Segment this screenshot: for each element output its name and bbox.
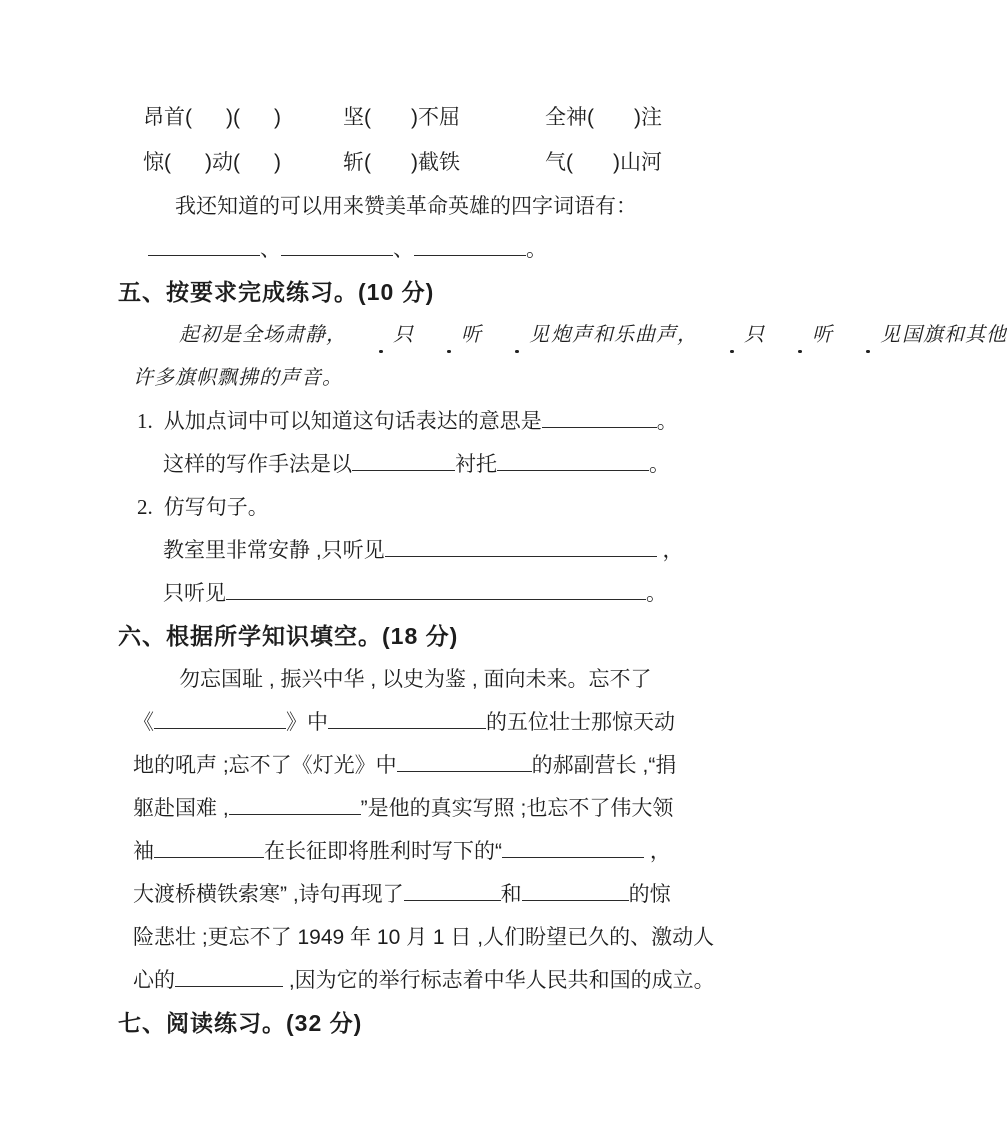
section-6-heading (118, 615, 757, 658)
word-row-1-text-4: ) (274, 106, 281, 129)
section-6-line-7-text-0: 险悲壮 ;更忘不了 1949 年 10 月 1 日 ,人们盼望已久的、激动人 (133, 926, 715, 949)
fill-in-blank (154, 728, 286, 729)
word-completion-item (545, 140, 662, 185)
question-1 (137, 400, 757, 443)
section-5-heading-text-0: 五、按要求完成练习。(10 分) (118, 279, 435, 305)
fill-in-blank (226, 599, 646, 600)
prompt-more-words (133, 185, 757, 228)
fill-in-blank (502, 857, 644, 858)
prompt-more-words-text-0: 我还知道的可以用来赞美革命英雄的四字词语有： (175, 195, 637, 218)
word-row-1-text-0: 昂首( (143, 106, 192, 129)
emphasized-char: 听 (415, 325, 483, 346)
word-row-2 (118, 140, 757, 185)
emphasized-char: 只 (698, 325, 766, 346)
word-completion-item (343, 95, 460, 140)
quoted-passage-line-2 (133, 357, 757, 400)
question-2 (137, 486, 757, 529)
word-row-2-text-2: )山河 (613, 151, 662, 174)
word-row-2-text-0: 斩( (343, 151, 371, 174)
word-completion-item (545, 95, 662, 140)
answer-blanks-line-text-5: 。 (526, 238, 547, 261)
word-row-1-text-2: )不屈 (411, 106, 460, 129)
word-row-2-text-0: 惊( (143, 151, 171, 174)
section-6-line-2-text-4: 的五位壮士那惊天动 (486, 711, 675, 734)
word-row-1-text-2: )注 (634, 106, 662, 129)
word-row-2-text-2: )动( (205, 151, 240, 174)
document-root (118, 95, 1007, 1045)
word-row-1-text-2: )( (226, 106, 240, 129)
section-7-heading (118, 1002, 757, 1045)
section-6-line-6-text-4: 的惊 (628, 883, 671, 906)
question-1-text-3: 。 (656, 410, 678, 433)
word-row-2-text-0: 气( (545, 151, 573, 174)
section-6-line-1 (133, 658, 757, 701)
answer-blanks-line (133, 228, 757, 271)
quoted-passage-line-1-text-2: 炮声和乐曲声， (551, 324, 698, 346)
section-6-line-5 (133, 830, 757, 873)
question-2-line-1-text-0: 教室里非常安静 ,只听见 (163, 539, 385, 562)
emphasis-dotted-text (347, 324, 551, 346)
section-6-line-5-text-2: 在长征即将胜利时写下的“ (264, 840, 502, 863)
item-number: 1. (137, 409, 153, 433)
section-6-line-4-text-2: ”是他的真实写照 ;也忘不了伟大领 (360, 797, 674, 820)
section-6-line-8 (133, 959, 757, 1002)
fill-in-blank (229, 814, 361, 815)
quoted-passage-line-2-text-0: 许多旗帜飘拂的声音。 (133, 367, 343, 389)
section-6-heading-text-0: 六、根据所学知识填空。(18 分) (118, 623, 459, 649)
question-2-line-2 (163, 572, 757, 615)
fill-in-blank (352, 470, 455, 471)
answer-blanks-line-text-3: 、 (393, 238, 414, 261)
section-7-heading-text-0: 七、阅读练习。(32 分) (118, 1010, 363, 1036)
fill-in-blank (148, 255, 260, 256)
word-row-1-text-0: 全神( (545, 106, 594, 129)
section-6-line-4 (133, 787, 757, 830)
question-2-line-2-text-2: 。 (646, 582, 667, 605)
question-2-line-1-text-2: ， (656, 539, 684, 562)
section-5-heading (118, 271, 757, 314)
question-2-text-1: 仿写句子。 (163, 496, 269, 519)
question-1-cont (163, 443, 757, 486)
word-completion-item (343, 140, 460, 185)
fill-in-blank (414, 255, 526, 256)
fill-in-blank (542, 427, 657, 428)
word-row-2-text-4: ) (274, 151, 281, 174)
quoted-passage-line-1 (133, 314, 1007, 357)
fill-in-blank (154, 857, 264, 858)
word-row-2-text-2: )截铁 (411, 151, 460, 174)
section-6-line-3 (133, 744, 757, 787)
question-1-cont-text-2: 衬托 (455, 453, 497, 476)
section-6-line-6-text-0: 大渡桥横铁索寒” ,诗句再现了 (133, 883, 404, 906)
section-6-line-7 (133, 916, 757, 959)
fill-in-blank (404, 900, 501, 901)
word-completion-item (143, 95, 281, 140)
fill-in-blank (397, 771, 532, 772)
section-6-line-6 (133, 873, 757, 916)
section-6-line-4-text-0: 躯赴国难 , (133, 797, 229, 820)
emphasized-char: 见 (483, 325, 551, 346)
section-6-line-8-text-0: 心的 (133, 969, 175, 992)
fill-in-blank (175, 986, 283, 987)
section-6-line-5-text-0: 袖 (133, 840, 154, 863)
emphasized-char: 见 (834, 325, 902, 346)
section-6-line-2-text-2: 》中 (286, 711, 328, 734)
section-6-line-2 (133, 701, 757, 744)
fill-in-blank (281, 255, 393, 256)
fill-in-blank (522, 900, 629, 901)
question-1-text-1: 从加点词中可以知道这句话表达的意思是 (163, 410, 542, 433)
question-1-cont-text-0: 这样的写作手法是以 (163, 453, 352, 476)
section-6-line-3-text-0: 地的吼声 ;忘不了《灯光》中 (133, 754, 397, 777)
question-2-line-1 (163, 529, 757, 572)
section-6-line-5-text-4: ， (644, 840, 671, 863)
question-1-cont-text-4: 。 (649, 453, 670, 476)
section-6-line-3-text-2: 的郝副营长 ,“捐 (531, 754, 677, 777)
word-row-1 (118, 95, 757, 140)
section-6-line-2-text-0: 《 (133, 711, 154, 734)
fill-in-blank (497, 470, 649, 471)
quoted-passage-line-1-text-0: 起初是全场肃静， (179, 324, 347, 346)
emphasis-dotted-text (698, 324, 902, 346)
item-number: 2. (137, 495, 153, 519)
emphasized-char: 只 (347, 325, 415, 346)
section-6-line-6-text-2: 和 (500, 883, 522, 906)
section-6-line-1-text-0: 勿忘国耻 , 振兴中华 , 以史为鉴 , 面向未来。忘不了 (179, 668, 652, 691)
emphasized-char: 听 (766, 325, 834, 346)
section-6-line-8-text-2: ,因为它的举行标志着中华人民共和国的成立。 (283, 969, 715, 992)
answer-blanks-line-text-1: 、 (260, 238, 281, 261)
word-completion-item (143, 140, 281, 185)
fill-in-blank (328, 728, 486, 729)
word-row-1-text-0: 坚( (343, 106, 371, 129)
quoted-passage-line-1-text-4: 国旗和其他 (902, 324, 1007, 346)
fill-in-blank (385, 556, 657, 557)
question-2-line-2-text-0: 只听见 (163, 582, 226, 605)
